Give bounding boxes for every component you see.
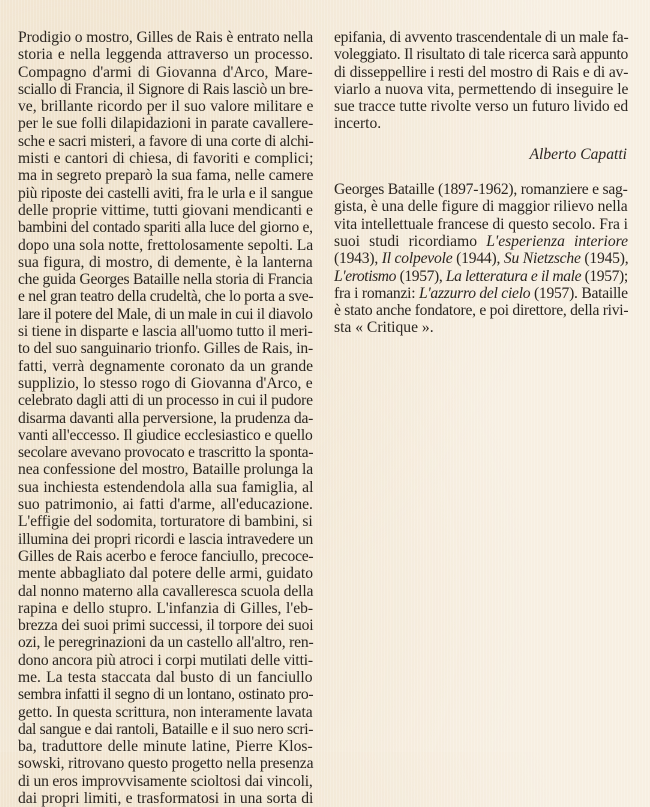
text-line: rapina e dello stupro. L'infanzia di Gilles, l'eb- [18, 599, 314, 617]
bio-line: gista, è una delle figure di maggior rilievo nella [334, 198, 628, 216]
text-line: nea confessione del mostro, Bataille prolunga la [18, 461, 314, 479]
text-line: ve, brillante ricordo per il suo valore militare e [18, 98, 314, 116]
bio-line [334, 285, 628, 302]
bio-line: Georges Bataille (1897-1962), romanziere e sag- [334, 181, 628, 199]
text-line: ozi, le peregrinazioni da un castello all'altro, ren- [18, 634, 314, 652]
text-line: di disseppellire i resti del mostro di Rais e di av- [334, 63, 629, 81]
text-line: sua inchiesta estendendola alla sua famiglia, al [18, 478, 314, 496]
right-column [334, 29, 628, 337]
text-line: mente abbagliato dal potere delle armi, guidato [18, 565, 314, 583]
book-title: L'erotismo [334, 267, 397, 285]
book-title: Il colpevole [381, 250, 453, 268]
bio-text: (1944), [452, 250, 504, 268]
text-line: sue tracce tutte rivolte verso un futuro livido ed [334, 98, 629, 116]
text-line: sche e sacri misteri, a favore di una corte di alchi- [18, 132, 314, 150]
text-line: storia e nella leggenda attraverso un processo. [18, 46, 314, 64]
book-title: La letteratura e il male [445, 267, 582, 285]
text-line: lare il potere del Male, di un male in cui il diavolo [18, 305, 313, 323]
text-line: bambini del contado spariti alla luce del giorno e, [18, 219, 313, 237]
text-line: sua figura, di mostro, di demente, è la lanterna [18, 253, 313, 271]
text-line: ma in segreto preparò la sua fama, nelle camere [18, 167, 314, 185]
text-line: delle proprie vittime, tutti giovani mendicanti e [18, 201, 313, 219]
bio-text: fra i romanzi: [334, 284, 419, 302]
bio-text: suoi studi ricordiamo [334, 232, 487, 250]
text-line: ba, traduttore delle minute latine, Pierre Klos- [18, 738, 313, 756]
text-line: dal sangue e dai rantoli, Bataille e il suo nero scri- [18, 720, 314, 738]
text-line: L'effigie del sodomita, torturatore di bambini, si [18, 513, 313, 531]
text-line: misti e cantori di chiesa, di favoriti e complici; [18, 150, 314, 168]
text-line: che guida Georges Bataille nella storia di Francia [18, 271, 313, 289]
text-line: per le sue folli dilapidazioni in parate cavallere- [18, 115, 314, 133]
bio-line: è stato anche fondatore, e poi direttore, della rivi- [334, 302, 629, 320]
bio-line [334, 233, 628, 250]
text-line: Compagno d'armi di Giovanna d'Arco, Mare- [18, 63, 313, 81]
text-line: di un eros improvvisamente scioltosi dai vincoli, [18, 772, 313, 790]
text-line: si tiene in disparte e lascia all'uomo tutto il meri- [18, 323, 313, 341]
bio-text: (1945), [580, 250, 629, 268]
text-line: dopo una sola notte, frettolosamente sepolti. La [18, 236, 314, 254]
bio-line: sta « Critique ». [334, 319, 434, 337]
text-line: e nel gran teatro della crudeltà, che lo porta a sve- [18, 288, 314, 306]
author-signature: Alberto Capatti [529, 145, 627, 163]
author-bio [334, 181, 628, 337]
bio-line [334, 250, 628, 267]
bio-text: (1957). Bataille [530, 284, 628, 302]
bio-text: (1957); [581, 267, 628, 285]
bio-text: (1957), [396, 267, 446, 285]
text-line: disarma davanti alla perversione, la prudenza da- [18, 409, 314, 427]
text-line: sowski, ritrovano questo progetto nella presenza [18, 755, 314, 773]
book-title: L'azzurro del cielo [418, 284, 531, 302]
text-line: suo patrimonio, ai fatti d'arme, all'educazione. [18, 496, 313, 514]
text-line: celebrato dagli atti di un processo in cui il pudore [18, 392, 313, 410]
bio-line: vita intellettuale francese di questo secolo. Fra i [334, 215, 628, 233]
text-line: Gilles de Rais acerbo e feroce fanciullo, precoce- [18, 547, 314, 565]
text-line: viarlo a nuova vita, permettendo di inseguire le [334, 80, 629, 98]
text-line: sciallo di Francia, il Signore di Rais lasciò un bre- [18, 80, 313, 98]
book-title: Su Nietzsche [503, 250, 581, 268]
text-line: dai propri limiti, e trasformatosi in una sorta di [18, 790, 314, 807]
text-line: fatti, verrà degnamente coronato da un grande [18, 357, 314, 375]
text-line: vanti all'eccesso. Il giudice ecclesiastico e quello [18, 426, 313, 444]
text-line: to del suo sanguinario trionfo. Gilles de Rais, in- [18, 340, 314, 358]
text-line: sembra infatti il segno di un lontano, ostinato pro- [18, 686, 314, 704]
bio-line [334, 268, 628, 285]
text-line: voleggiato. Il risultato di tale ricerca sarà appunto [334, 46, 629, 64]
text-line: più riposte dei castelli aviti, fra le urla e il sangue [18, 184, 313, 202]
text-line: supplizio, lo stesso rogo di Giovanna d'Arco, e [18, 374, 313, 392]
text-line: dal nonno materno alla cavalleresca scuola della [18, 582, 314, 600]
text-line: me. La testa staccata dal busto di un fanciullo [18, 668, 313, 686]
text-line: illumina dei propri ricordi e lascia intravedere un [18, 530, 314, 548]
text-line: secolare avevano provocato e trascritto la sponta- [18, 444, 314, 462]
text-line: incerto. [334, 115, 382, 133]
text-line: dono ancora più atroci i corpi mutilati delle vitti- [18, 651, 313, 669]
text-line: brezza dei suoi primi successi, il torpore dei suoi [18, 617, 314, 635]
text-line: Prodigio o mostro, Gilles de Rais è entrato nella [18, 29, 314, 46]
book-title: L'esperienza interiore [486, 232, 629, 250]
text-line: getto. In questa scrittura, non interamente lavata [18, 703, 313, 721]
essay-conclusion [334, 29, 628, 133]
bio-text: (1943), [334, 250, 382, 268]
text-line: epifania, di avvento trascendentale di un male fa- [334, 29, 629, 46]
left-column [18, 29, 313, 807]
